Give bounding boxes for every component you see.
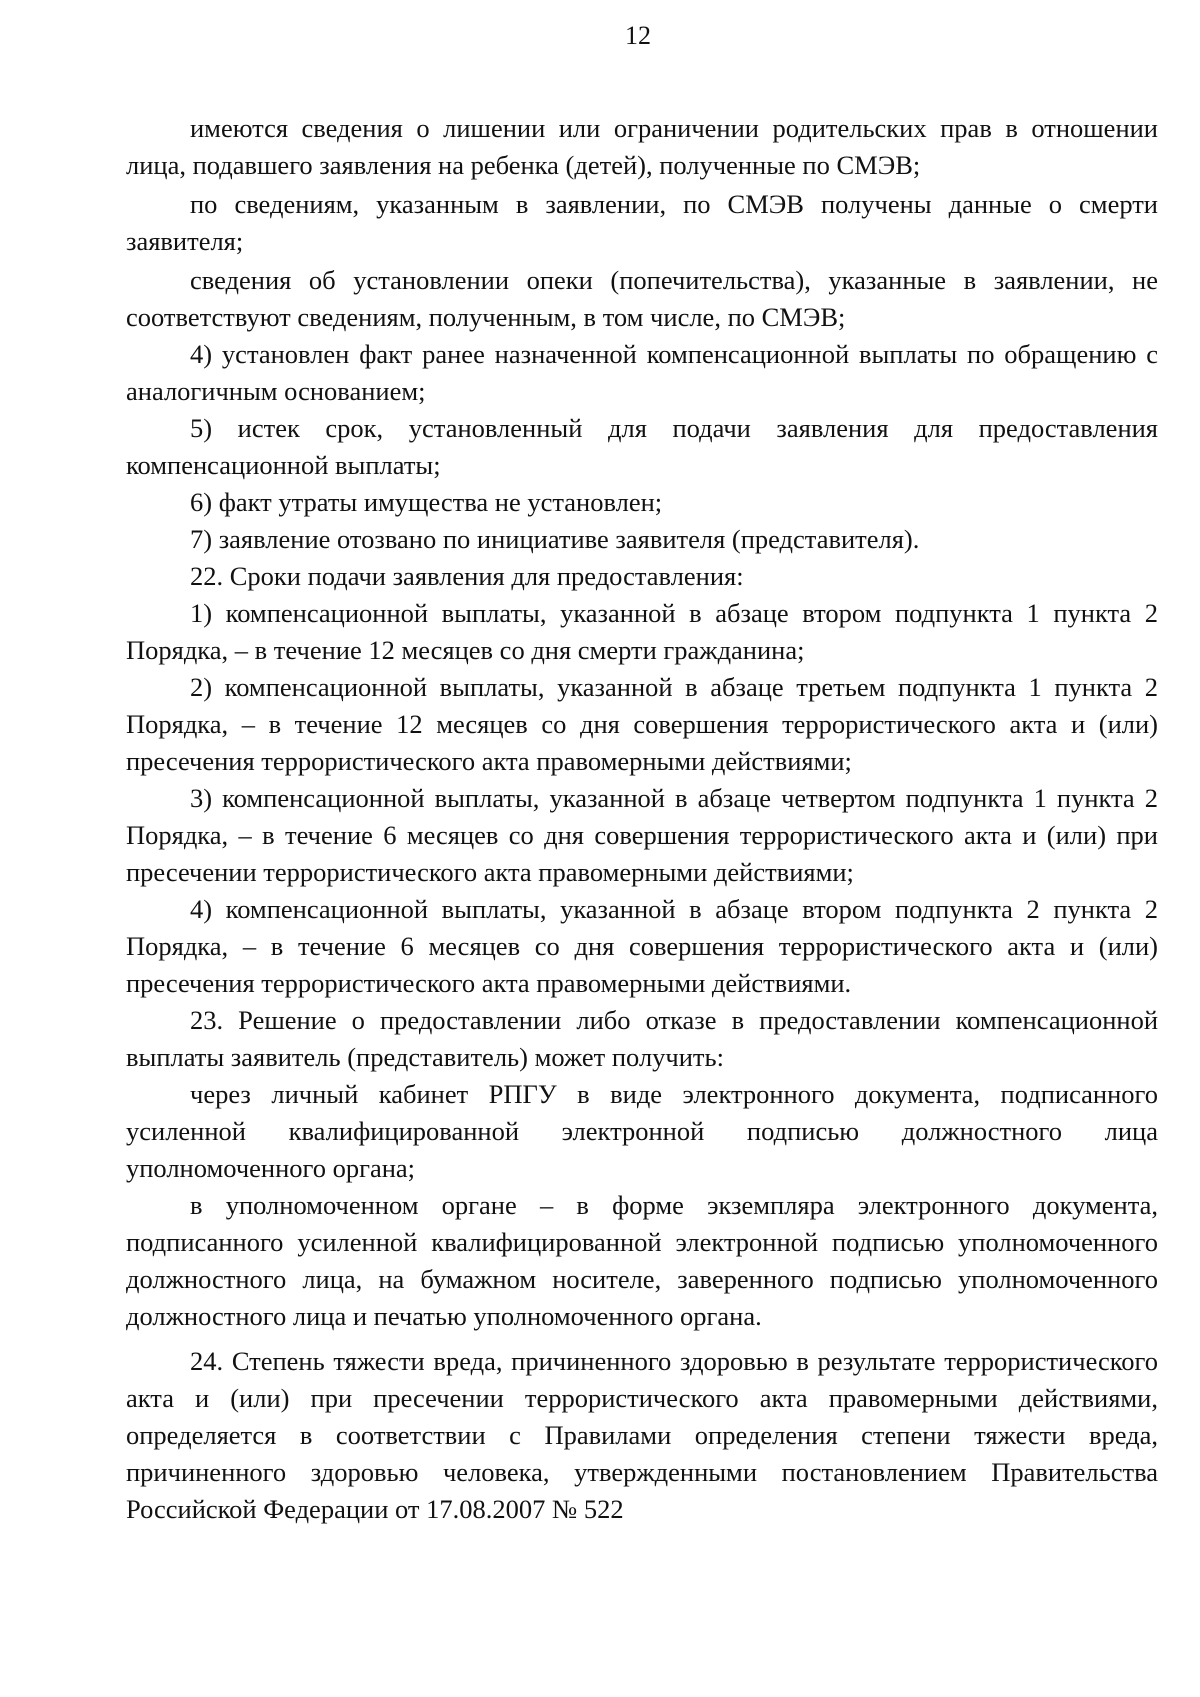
paragraph-22-item-3: 3) компенсационной выплаты, указанной в абзаце четвертом подпункта 1 пункта 2 Порядка, – в течение 6 месяцев со дня совершения террористического акта и (или) при пресечении террористического акта правомерными действиями; bbox=[126, 783, 1158, 887]
paragraph-22-item-2: 2) компенсационной выплаты, указанной в абзаце третьем подпункта 1 пункта 2 Порядка, – в течение 12 месяцев со дня совершения террористического акта и (или) пресечения террористического акта правомерными действиями; bbox=[126, 672, 1158, 776]
paragraph-23-authorized-body: в уполномоченном органе – в форме экземпляра электронного документа, подписанного усиленной квалифицированной электронной подписью уполномоченного должностного лица, на бумажном носителе, заверенного подписью уполномоченного должностного лица и печатью уполномоченного органа. bbox=[126, 1190, 1158, 1331]
paragraph-22-item-4: 4) компенсационной выплаты, указанной в абзаце втором подпункта 2 пункта 2 Порядка, – в течение 6 месяцев со дня совершения террористического акта и (или) пресечения террористического акта правомерными действиями. bbox=[126, 894, 1158, 998]
page-number: 12 bbox=[625, 21, 651, 50]
paragraph-death-of-applicant: по сведениям, указанным в заявлении, по СМЭВ получены данные о смерти заявителя; bbox=[126, 189, 1158, 256]
paragraph-item-6-loss-not-established: 6) факт утраты имущества не установлен; bbox=[190, 487, 663, 517]
paragraph-23-personal-account: через личный кабинет РПГУ в виде электронного документа, подписанного усиленной квалифицированной электронной подписью должностного лица уполномоченного органа; bbox=[126, 1079, 1158, 1183]
paragraph-section-24: 24. Степень тяжести вреда, причиненного здоровью в результате террористического акта и (или) при пресечении террористического акта правомерными действиями, определяется в соответствии с Правилами определения степени тяжести вреда, причиненного здоровью человека, утвержденными постановлением Правительства Российской Федерации от 17.08.2007 № 522 bbox=[126, 1346, 1158, 1524]
paragraph-item-5-deadline-expired: 5) истек срок, установленный для подачи заявления для предоставления компенсационной выплаты; bbox=[126, 413, 1158, 480]
paragraph-guardianship: сведения об установлении опеки (попечительства), указанные в заявлении, не соответствуют сведениям, полученным, в том числе, по СМЭВ; bbox=[126, 265, 1158, 332]
paragraph-item-7-withdrawn: 7) заявление отозвано по инициативе заявителя (представителя). bbox=[190, 524, 920, 554]
paragraph-item-4-prior-payment: 4) установлен факт ранее назначенной компенсационной выплаты по обращению с аналогичным основанием; bbox=[126, 339, 1158, 406]
document-body bbox=[126, 110, 1158, 1528]
paragraph-parental-rights: имеются сведения о лишении или ограничении родительских прав в отношении лица, подавшего заявления на ребенка (детей), полученные по СМЭВ; bbox=[126, 113, 1158, 180]
paragraph-section-22-heading: 22. Сроки подачи заявления для предоставления: bbox=[190, 561, 744, 591]
paragraph-section-23-heading: 23. Решение о предоставлении либо отказе в предоставлении компенсационной выплаты заявитель (представитель) может получить: bbox=[126, 1005, 1158, 1072]
paragraph-22-item-1: 1) компенсационной выплаты, указанной в абзаце втором подпункта 1 пункта 2 Порядка, – в течение 12 месяцев со дня смерти гражданина; bbox=[126, 598, 1158, 665]
